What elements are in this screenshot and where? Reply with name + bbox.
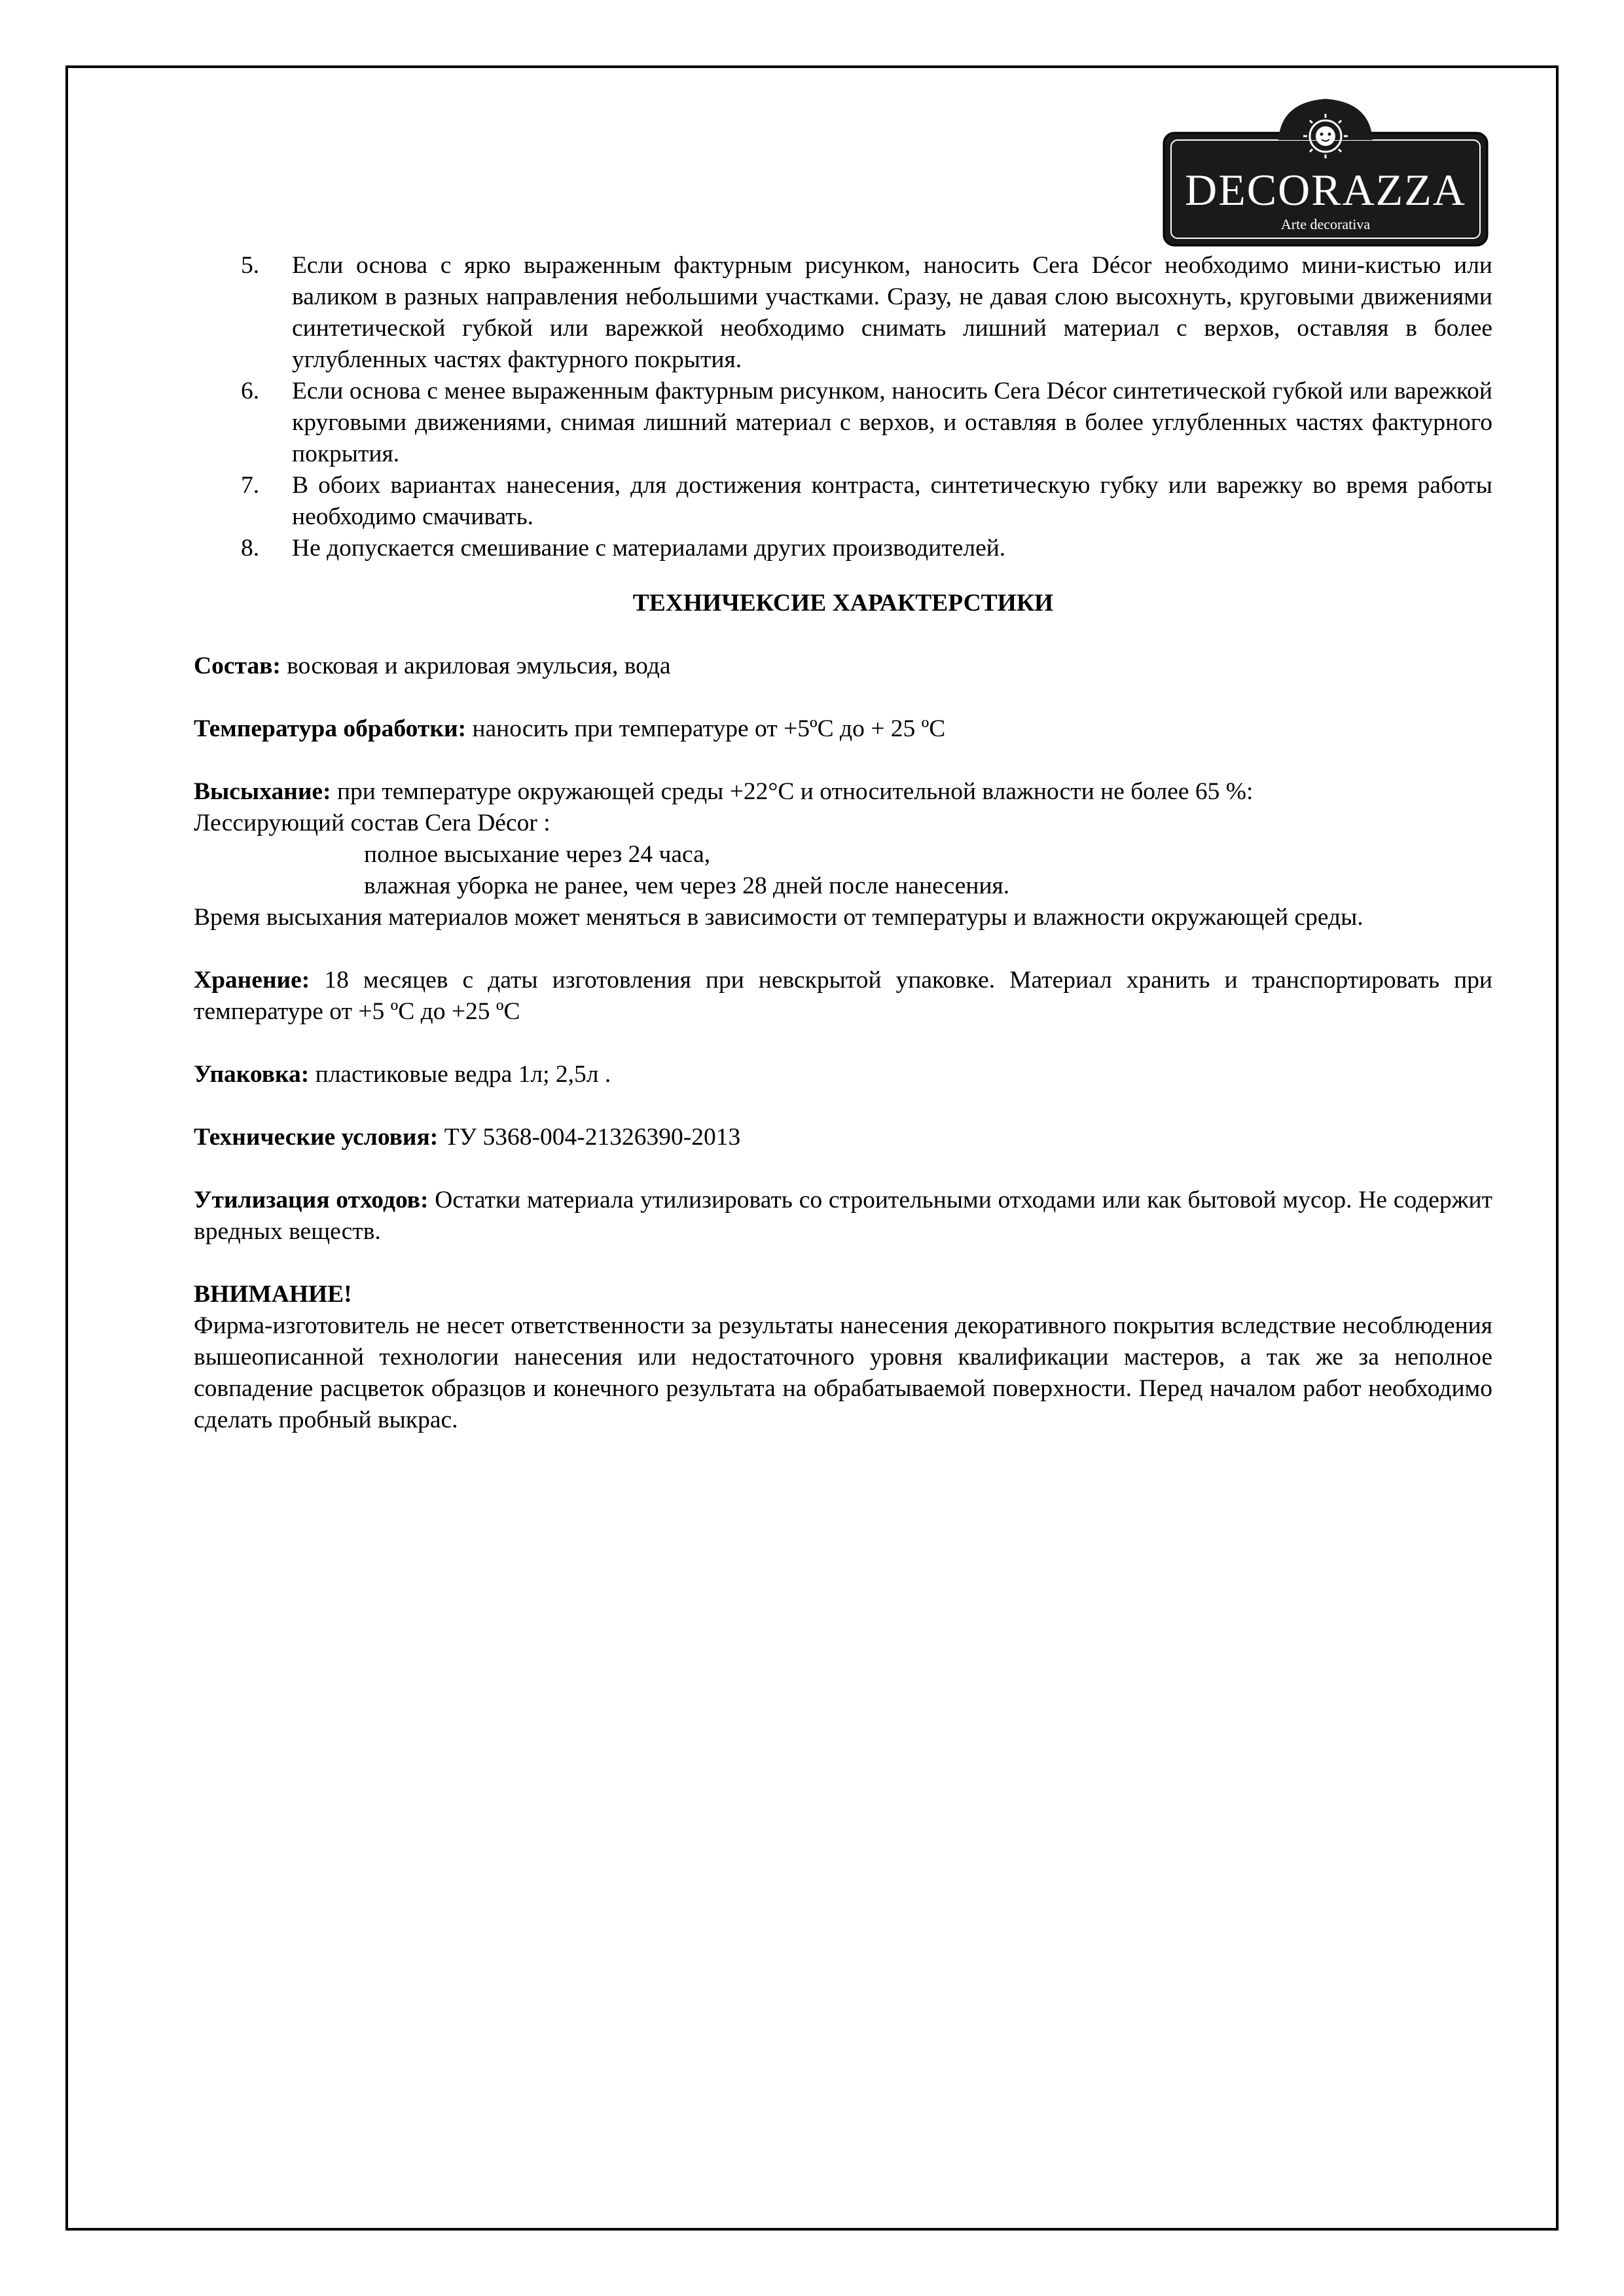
step-number: 8. (241, 535, 260, 562)
list-item (194, 533, 1492, 564)
logo-brand: DECORAZZA (1185, 165, 1466, 215)
temperature-paragraph (194, 713, 1492, 745)
drying-cleaning-line: влажная уборка не ранее, чем через 28 дней после нанесения. (364, 872, 1010, 899)
drying-label: Высыхание: (194, 778, 331, 805)
packaging-text: пластиковые ведра 1л; 2,5л . (309, 1061, 611, 1088)
disposal-paragraph (194, 1185, 1492, 1247)
storage-label: Хранение: (194, 967, 310, 994)
step-text: В обоих вариантах нанесения, для достижения контраста, синтетическую губку или варежку во время работы необходимо смачивать. (292, 472, 1492, 530)
warning-text: Фирма-изготовитель не несет ответственности за результаты нанесения декоративного покрытия вследствие несоблюдения вышеописанной технологии нанесения или недостаточного уровня квалификации мастеров, а так же за неполное совпадение расцветок образцов и конечного результата на обрабатываемой поверхности. Перед началом работ необходимо сделать пробный выкрас. (194, 1312, 1492, 1433)
drying-section (194, 776, 1492, 933)
storage-text: 18 месяцев с даты изготовления при невскрытой упаковке. Материал хранить и транспортировать при температуре от +5 ºС до +25 ºС (194, 967, 1492, 1025)
step-number: 6. (241, 378, 260, 404)
step-number: 5. (241, 252, 260, 279)
disposal-text: Остатки материала утилизировать со строительными отходами или как бытовой мусор. Не содержит вредных веществ. (194, 1187, 1492, 1245)
list-item (194, 250, 1492, 376)
step-text: Не допускается смешивание с материалами других производителей. (292, 535, 1006, 562)
temperature-label: Температура обработки: (194, 715, 467, 742)
drying-note: Время высыхания материалов может меняться в зависимости от температуры и влажности окружающей среды. (194, 904, 1363, 931)
tech-conditions-label: Технические условия: (194, 1124, 439, 1151)
step-text: Если основа с ярко выраженным фактурным рисунком, наносить Cera Décor необходимо мини-кистью или валиком в разных направления небольшими участками. Сразу, не давая слою высохнуть, круговыми движениями синтетической губкой или варежкой необходимо снимать лишний материал с верхов, оставляя в более углубленных частях фактурного покрытия. (292, 252, 1492, 373)
drying-product-line: Лессирующий состав Cera Décor : (194, 810, 550, 836)
composition-paragraph (194, 651, 1492, 682)
logo-tagline: Arte decorativa (1280, 216, 1371, 232)
composition-text: восковая и акриловая эмульсия, вода (280, 653, 671, 679)
list-item (194, 376, 1492, 470)
packaging-label: Упаковка: (194, 1061, 310, 1088)
disposal-label: Утилизация отходов: (194, 1187, 429, 1213)
packaging-paragraph (194, 1059, 1492, 1090)
storage-paragraph (194, 965, 1492, 1028)
warning-title: ВНИМАНИЕ! (194, 1281, 352, 1308)
drying-text: при температуре окружающей среды +22°С и относительной влажности не более 65 %: (331, 778, 1254, 805)
application-steps (194, 250, 1492, 564)
step-text: Если основа с менее выраженным фактурным рисунком, наносить Cera Décor синтетической губкой или варежкой круговыми движениями, снимая лишний материал с верхов, и оставляя в более углубленных частях фактурного покрытия. (292, 378, 1492, 467)
tech-conditions-paragraph (194, 1122, 1492, 1153)
sun-emblem-icon (1303, 114, 1348, 158)
tech-conditions-text: ТУ 5368-004-21326390-2013 (438, 1124, 741, 1151)
drying-full-line: полное высыхание через 24 часа, (364, 841, 711, 868)
decorazza-logo (1162, 97, 1489, 247)
temperature-text: наносить при температуре от +5ºС до + 25 ºС (466, 715, 946, 742)
section-heading: ТЕХНИЧЕКСИЕ ХАРАКТЕРСТИКИ (632, 590, 1054, 617)
list-item (194, 470, 1492, 533)
drying-line (194, 776, 1492, 808)
warning-section (194, 1279, 1492, 1436)
composition-label: Состав: (194, 653, 281, 679)
document-body (194, 250, 1492, 1436)
step-number: 7. (241, 472, 260, 499)
